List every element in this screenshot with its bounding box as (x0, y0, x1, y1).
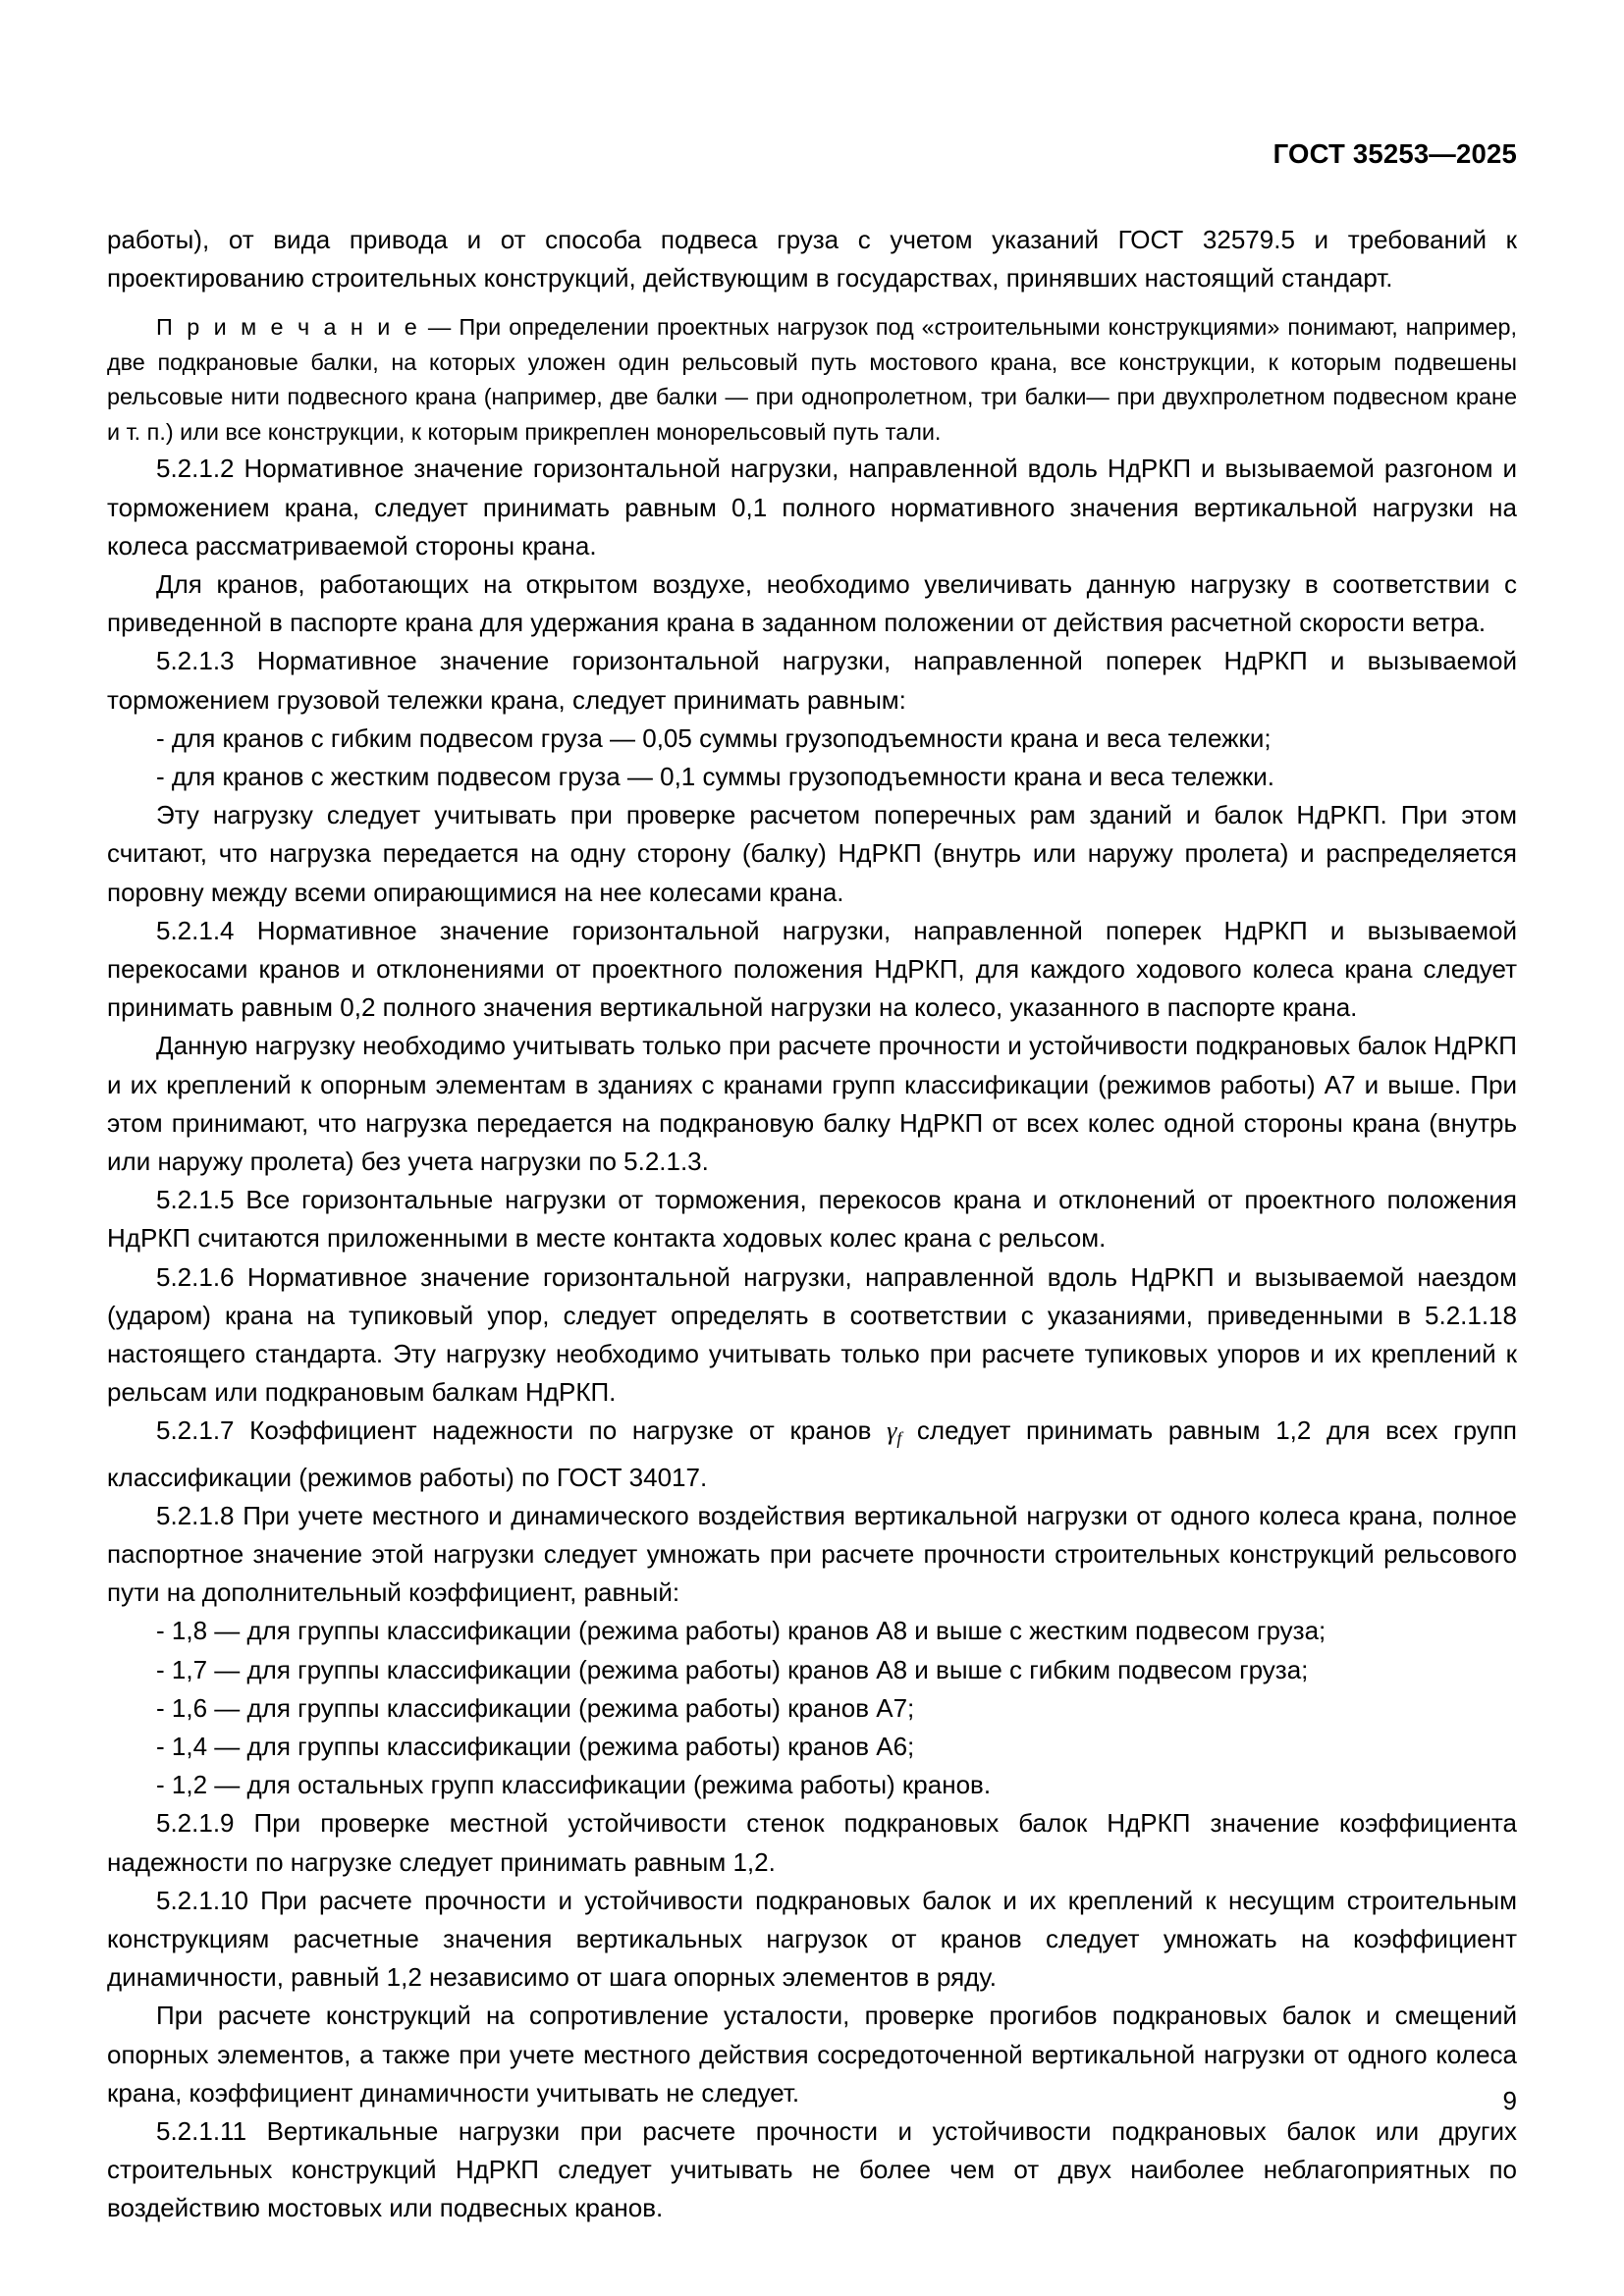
note-block (107, 310, 1517, 450)
list-item: - 1,6 — для группы классификации (режима работы) кранов А7; (156, 1692, 915, 1723)
clause-5-2-1-5: 5.2.1.5 Все горизонтальные нагрузки от торможения, перекосов крана и отклонений от проектного положения НдРКП считаются приложенными в месте контакта ходовых колес крана с рельсом. (107, 1185, 1517, 1254)
clause-5-2-1-11: 5.2.1.11 Вертикальные нагрузки при расчете прочности и устойчивости подкрановых балок или других строительных конструкций НдРКП следует учитывать не более чем от двух наиболее неблагоприятных по воздействию мостовых или подвесных кранов. (107, 2116, 1517, 2223)
clause-5-2-1-3: 5.2.1.3 Нормативное значение горизонтальной нагрузки, направленной поперек НдРКП и вызываемой торможением грузовой тележки крана, следует принимать равным: (107, 646, 1517, 715)
list-item: - 1,8 — для группы классификации (режима работы) кранов А8 и выше с жестким подвесом груза; (156, 1616, 1326, 1646)
list-item: - 1,2 — для остальных групп классификации (режима работы) кранов. (156, 1770, 992, 1800)
clause-5-2-1-3-paragraph-2: Эту нагрузку следует учитывать при проверке расчетом поперечных рам зданий и балок НдРКП. При этом считают, что нагрузка передается на одну сторону (балку) НдРКП (внутрь или наружу пролета) и распределяется поровну между всеми опирающимися на нее колесами крана. (107, 800, 1517, 907)
clause-5-2-1-10-paragraph-2: При расчете конструкций на сопротивление усталости, проверке прогибов подкрановых балок и смещений опорных элементов, а также при учете местного действия сосредоточенной вертикальной нагрузки от одного колеса крана, коэффициент динамичности учитывать не следует. (107, 2001, 1517, 2108)
clause-5-2-1-9: 5.2.1.9 При проверке местной устойчивости стенок подкрановых балок НдРКП значение коэффициента надежности по нагрузке следует принимать равным 1,2. (107, 1808, 1517, 1877)
clause-5-2-1-6: 5.2.1.6 Нормативное значение горизонтальной нагрузки, направленной вдоль НдРКП и вызываемой наездом (ударом) крана на тупиковый упор, следует определять в соответствии с указаниями, приведенными в 5.2.1.18 настоящего стандарта. Эту нагрузку необходимо учитывать только при расчете тупиковых упоров и их креплений к рельсам или подкрановым балкам НдРКП. (107, 1261, 1517, 1408)
running-head (107, 137, 1517, 177)
list-item: - для кранов с гибким подвесом груза — 0,05 суммы грузоподъемности крана и веса тележки; (156, 722, 1272, 753)
clause-5-2-1-7-prefix: 5.2.1.7 Коэффициент надежности по нагрузке от кранов (156, 1415, 888, 1446)
page-number: 9 (1502, 2086, 1517, 2115)
clause-5-2-1-8-intro: 5.2.1.8 При учете местного и динамического воздействия вертикальной нагрузки от одного колеса крана, полное паспортное значение этой нагрузки следует умножать при расчете прочности строительных конструкций рельсового пути на дополнительный коэффициент, равный: (107, 1500, 1517, 1608)
note-dash: — (419, 314, 460, 341)
note-text: При определении проектных нагрузок под «строительными конструкциями» понимают, например, две подкрановые балки, на которых уложен один рельсовый путь мостового крана, все конструкции, к которым подвешены рельсовые нити подвесного крана (например, две балки — при однопролетном, три балки— при двухпролетном подвесном кране и т. п.) или все конструкции, к которым прикреплен монорельсовый путь тали. (107, 314, 1518, 445)
list-item: - 1,4 — для группы классификации (режима работы) кранов А6; (156, 1732, 915, 1762)
clause-5-2-1-4-paragraph-2: Данную нагрузку необходимо учитывать только при расчете прочности и устойчивости подкрановых балок НдРКП и их креплений к опорным элементам в зданиях с кранами групп классификации (режимов работы) А7 и выше. При этом принимают, что нагрузка передается на подкрановую балку НдРКП от всех колес одной стороны крана (внутрь или наружу пролета) без учета нагрузки по 5.2.1.3. (107, 1031, 1517, 1177)
gamma-base: γ (887, 1416, 897, 1446)
clause-5-2-1-2: 5.2.1.2 Нормативное значение горизонтальной нагрузки, направленной вдоль НдРКП и вызываемой разгоном и торможением крана, следует принимать равным 0,1 полного нормативного значения вертикальной нагрузки на колеса рассматриваемой стороны крана. (107, 454, 1517, 561)
standard-number: ГОСТ 35253—2025 (1272, 138, 1517, 169)
clause-5-2-1-7 (107, 1412, 1517, 1496)
clause-5-2-1-7-suffix: следует принимать равным 1,2 для всех групп классификации (режимов работы) по ГОСТ 34017. (107, 1415, 1517, 1492)
page-content (107, 221, 1517, 2228)
note-label: П р и м е ч а н и е (156, 314, 420, 341)
gamma-f-symbol (887, 1416, 902, 1449)
clause-5-2-1-4: 5.2.1.4 Нормативное значение горизонтальной нагрузки, направленной поперек НдРКП и вызываемой перекосами кранов и отклонениями от проектного положения НдРКП, для каждого ходового колеса крана следует принимать равным 0,2 полного значения вертикальной нагрузки на колесо, указанного в паспорте крана. (107, 915, 1517, 1023)
clause-5-2-1-10: 5.2.1.10 При расчете прочности и устойчивости подкрановых балок и их креплений к несущим строительным конструкциям расчетные значения вертикальных нагрузок от кранов следует умножать на коэффициент динамичности, равный 1,2 независимо от шага опорных элементов в ряду. (107, 1885, 1517, 1993)
gamma-subscript: f (896, 1428, 902, 1449)
clause-5-2-1-2-paragraph-2: Для кранов, работающих на открытом воздухе, необходимо увеличивать данную нагрузку в соответствии с приведенной в паспорте крана для удержания крана в заданном положении от действия расчетной скорости ветра. (107, 569, 1517, 638)
list-item: - 1,7 — для группы классификации (режима работы) кранов А8 и выше с гибким подвесом груза; (156, 1654, 1309, 1684)
list-item: - для кранов с жестким подвесом груза — 0,1 суммы грузоподъемности крана и веса тележки. (156, 762, 1275, 792)
paragraph-continuation: работы), от вида привода и от способа подвеса груза с учетом указаний ГОСТ 32579.5 и требований к проектированию строительных конструкций, действующим в государствах, принявших настоящий стандарт. (107, 225, 1517, 294)
